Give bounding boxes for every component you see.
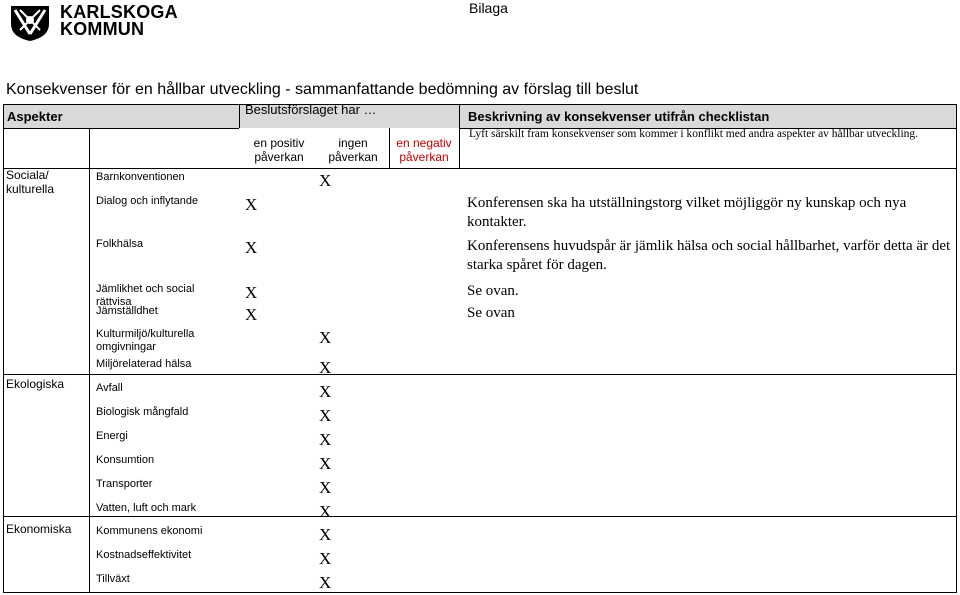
impact-mark-ingen: X [319, 430, 332, 449]
col-beskrivning-note: Lyft särskilt fram konsekvenser som kommer i konflikt med andra aspekter av hållbar utveckling. [469, 128, 919, 140]
row-label: Barnkonventionen [96, 171, 185, 183]
group-label-ekonomiska: Ekonomiska [6, 522, 72, 536]
row-label: Transporter [96, 478, 153, 490]
impact-mark-positiv: X [245, 195, 258, 214]
col-negativ-header: en negativ påverkan [396, 136, 452, 164]
col-aspekter-header: Aspekter [7, 109, 63, 124]
impact-mark-positiv: X [245, 305, 258, 324]
row-label: Avfall [96, 382, 123, 394]
col-positiv-header: en positiv påverkan [253, 136, 305, 164]
row-description: Konferensen ska ha utställningstorg vilket möjliggör ny kunskap och nya kontakter. [467, 195, 907, 230]
bilaga-label: Bilaga [469, 0, 508, 16]
row-description: Se ovan [467, 305, 515, 321]
impact-mark-ingen: X [319, 406, 332, 425]
impact-mark-ingen: X [319, 171, 332, 190]
impact-mark-ingen: X [319, 478, 332, 497]
row-label: Miljörelaterad hälsa [96, 358, 192, 370]
row-description: Se ovan. [467, 283, 519, 299]
impact-mark-ingen: X [319, 502, 332, 521]
impact-mark-positiv: X [245, 238, 258, 257]
col-beskrivning-header: Beskrivning av konsekvenser utifrån checklistan [468, 109, 770, 124]
row-description: Konferensens huvudspår är jämlik hälsa och social hållbarhet, varför detta är det starka spåret för dagen. [467, 238, 951, 273]
row-label: Konsumtion [96, 454, 155, 466]
group-label-ekologiska: Ekologiska [6, 377, 65, 391]
karlskoga-crest-logo [8, 4, 52, 42]
impact-mark-ingen: X [319, 358, 332, 377]
impact-mark-ingen: X [319, 525, 332, 544]
row-label: Folkhälsa [96, 238, 144, 250]
impact-mark-ingen: X [319, 573, 332, 592]
logo-text [60, 4, 178, 38]
row-label: Vatten, luft och mark [96, 502, 197, 514]
row-label: Kulturmiljö/kulturella omgivningar [96, 328, 195, 353]
impact-mark-positiv: X [245, 283, 258, 302]
row-label: Jämställdhet [96, 305, 158, 317]
row-label: Tillväxt [96, 573, 130, 585]
impact-mark-ingen: X [319, 328, 332, 347]
impact-mark-ingen: X [319, 382, 332, 401]
group-label-sociala: Sociala/ kulturella [6, 168, 55, 196]
row-label: Kommunens ekonomi [96, 525, 203, 537]
logo-text-line2: KOMMUN [60, 19, 145, 39]
impact-mark-ingen: X [319, 454, 332, 473]
col-beslut-header: Beslutsförslaget har … [245, 102, 377, 117]
page-title: Konsekvenser för en hållbar utveckling - sammanfattande bedömning av förslag till beslut [6, 81, 639, 98]
impact-mark-ingen: X [319, 549, 332, 568]
col-ingen-header: ingen påverkan [328, 136, 378, 164]
row-label: Biologisk mångfald [96, 406, 189, 418]
row-label: Dialog och inflytande [96, 195, 199, 207]
row-label: Jämlikhet och social rättvisa [96, 283, 195, 308]
row-label: Kostnadseffektivitet [96, 549, 192, 561]
row-label: Energi [96, 430, 128, 442]
logo-text-line1: KARLSKOGA [60, 2, 178, 22]
